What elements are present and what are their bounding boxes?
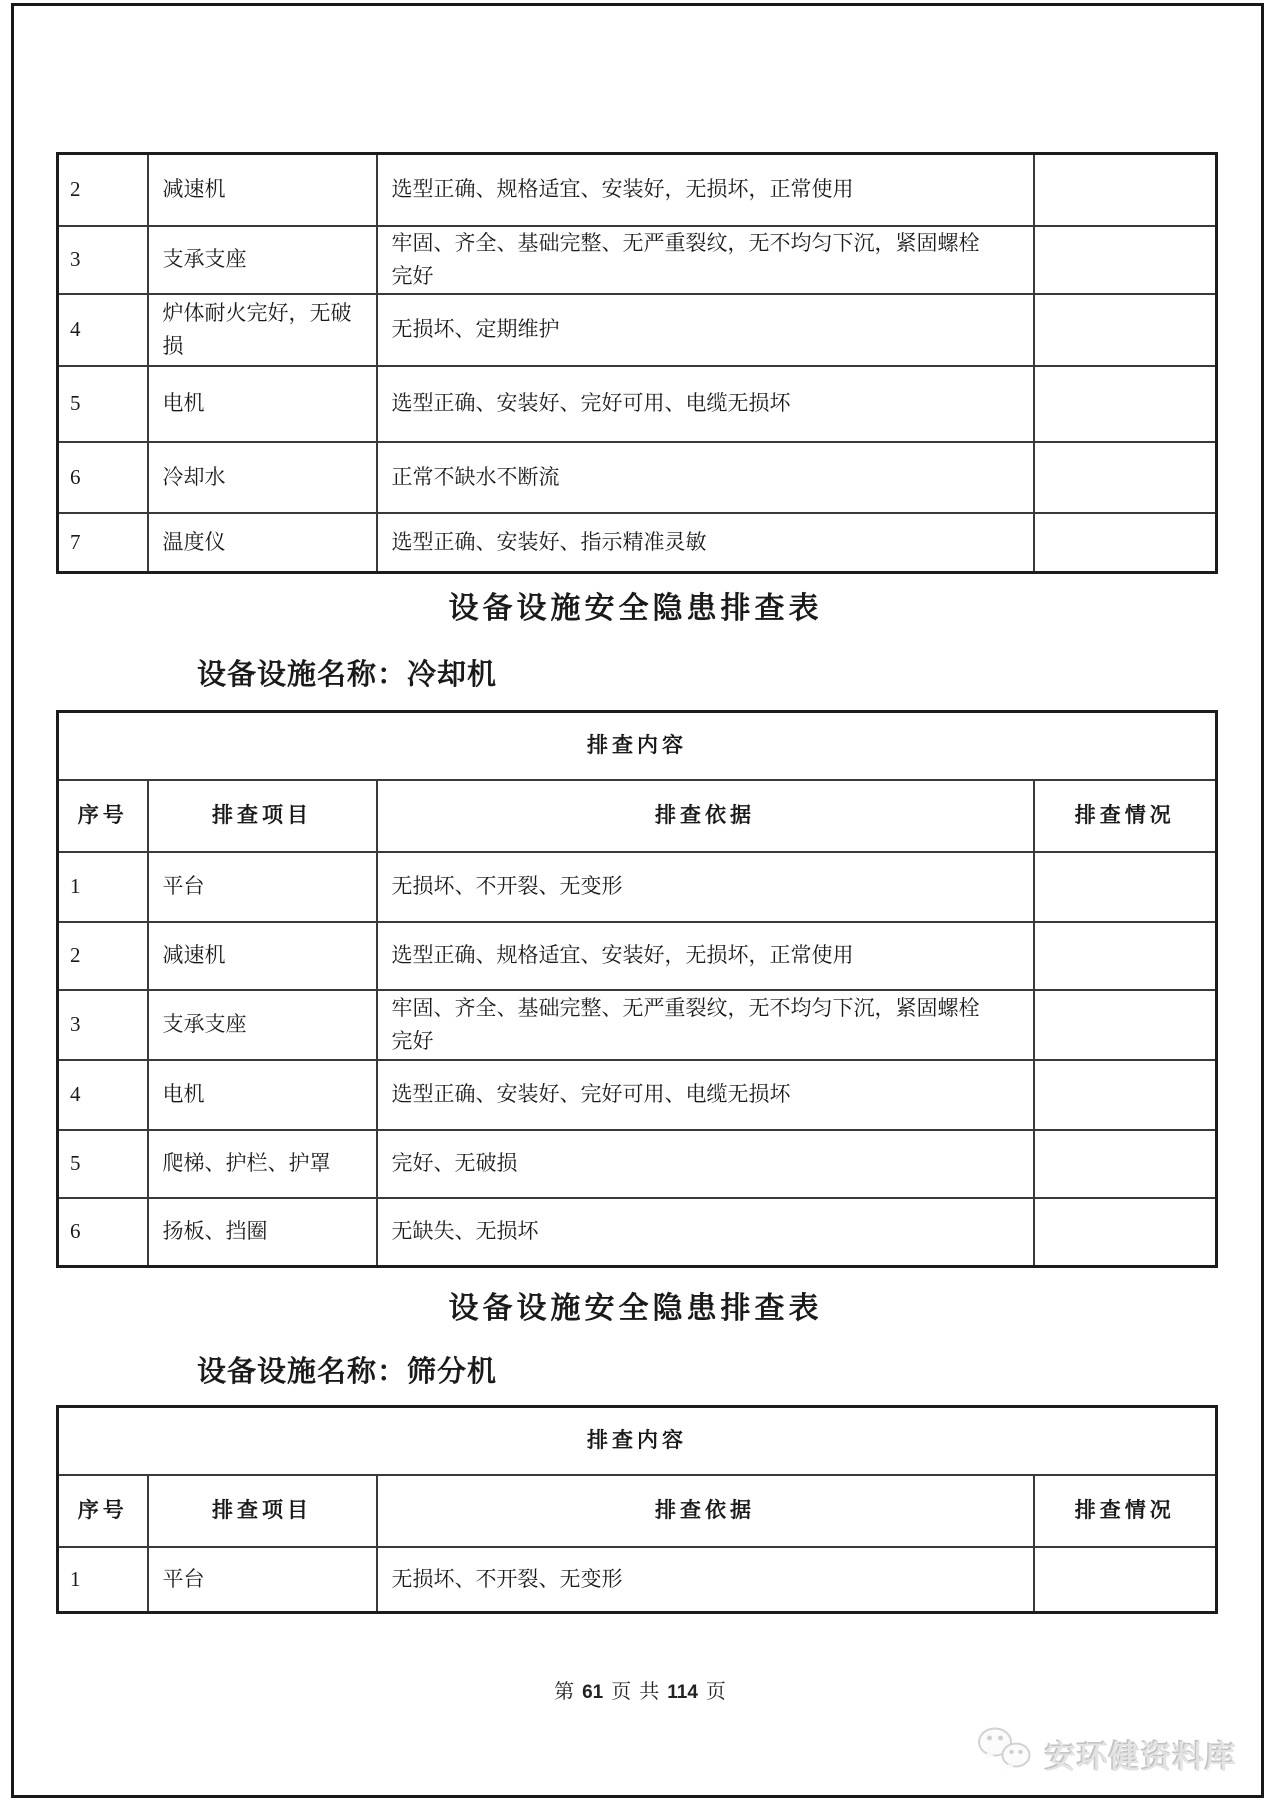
status-cell [1034,990,1217,1060]
total-page-number: 114 [667,1682,698,1703]
inspection-item: 温度仪 [148,513,377,573]
inspection-basis: 无缺失、无损坏 [377,1198,1034,1267]
page-title: 设备设施安全隐患排查表 [448,1292,823,1325]
inspection-basis: 牢固、齐全、基础完整、无严重裂纹，无不均匀下沉，紧固螺栓完好 [377,990,1034,1060]
table-row [58,513,1217,573]
column-header-status: 排查情况 [1034,1475,1217,1547]
table-header: 排查内容 [58,712,1217,780]
page-title: 设备设施安全隐患排查表 [448,592,823,625]
row-number: 6 [58,1198,148,1267]
status-cell [1034,513,1217,573]
table-row [58,852,1217,922]
table-row [58,442,1217,513]
inspection-item: 电机 [148,1060,377,1130]
column-header-item: 排查项目 [148,780,377,852]
status-cell [1034,922,1217,990]
table-header: 排查内容 [58,1407,1217,1475]
inspection-basis: 选型正确、安装好、完好可用、电缆无损坏 [377,1060,1034,1130]
inspection-basis: 正常不缺水不断流 [377,442,1034,513]
row-number: 2 [58,922,148,990]
table-row [58,1130,1217,1198]
column-header-row [58,1475,1217,1547]
watermark [975,1724,1265,1784]
chat-bubbles-icon [975,1725,1037,1784]
inspection-basis: 选型正确、规格适宜、安装好，无损坏，正常使用 [377,922,1034,990]
status-cell [1034,226,1217,294]
table-row [58,1060,1217,1130]
status-cell [1034,154,1217,226]
row-number: 3 [58,226,148,294]
inspection-basis: 选型正确、安装好、指示精准灵敏 [377,513,1034,573]
inspection-item: 电机 [148,366,377,442]
row-number: 7 [58,513,148,573]
inspection-basis: 选型正确、安装好、完好可用、电缆无损坏 [377,366,1034,442]
status-cell [1034,442,1217,513]
inspection-basis: 无损坏、不开裂、无变形 [377,852,1034,922]
row-number: 1 [58,852,148,922]
table-row [58,154,1217,226]
row-number: 2 [58,154,148,226]
column-header-no: 序号 [58,780,148,852]
row-number: 6 [58,442,148,513]
status-cell [1034,852,1217,922]
table-row [58,366,1217,442]
table-row [58,990,1217,1060]
equipment-name-cooler: 设备设施名称：冷却机 [197,659,498,691]
column-header-basis: 排查依据 [377,1475,1034,1547]
current-page-number: 61 [582,1682,604,1703]
footer-text: 第 [554,1681,575,1703]
equipment-name-screener: 设备设施名称：筛分机 [197,1356,498,1388]
inspection-basis: 牢固、齐全、基础完整、无严重裂纹，无不均匀下沉，紧固螺栓完好 [377,226,1034,294]
status-cell [1034,1060,1217,1130]
inspection-item: 扬板、挡圈 [148,1198,377,1267]
inspection-table-continuation [56,152,1218,574]
inspection-item: 支承支座 [148,226,377,294]
row-number: 4 [58,294,148,366]
status-cell [1034,294,1217,366]
inspection-basis: 完好、无破损 [377,1130,1034,1198]
table-row [58,922,1217,990]
column-header-no: 序号 [58,1475,148,1547]
inspection-item: 爬梯、护栏、护罩 [148,1130,377,1198]
inspection-item: 平台 [148,1547,377,1613]
footer-text: 页 [611,1681,632,1703]
inspection-basis: 无损坏、定期维护 [377,294,1034,366]
inspection-item: 平台 [148,852,377,922]
inspection-item: 支承支座 [148,990,377,1060]
table-row [58,1198,1217,1267]
row-number: 1 [58,1547,148,1613]
table-row [58,226,1217,294]
inspection-table-screener [56,1405,1218,1614]
table-header-row [58,1407,1217,1475]
inspection-item: 减速机 [148,154,377,226]
inspection-table-cooler [56,710,1218,1268]
watermark-text: 安环健资料库 [1045,1739,1237,1775]
footer-text: 共 [639,1681,660,1703]
row-number: 3 [58,990,148,1060]
inspection-item: 炉体耐火完好，无破损 [148,294,377,366]
row-number: 5 [58,1130,148,1198]
status-cell [1034,1547,1217,1613]
table-row [58,294,1217,366]
page-number [0,1678,1280,1707]
inspection-basis: 无损坏、不开裂、无变形 [377,1547,1034,1613]
inspection-item: 冷却水 [148,442,377,513]
column-header-status: 排查情况 [1034,780,1217,852]
footer-text: 页 [705,1681,726,1703]
table-header-row [58,712,1217,780]
status-cell [1034,366,1217,442]
column-header-item: 排查项目 [148,1475,377,1547]
row-number: 5 [58,366,148,442]
status-cell [1034,1198,1217,1267]
row-number: 4 [58,1060,148,1130]
status-cell [1034,1130,1217,1198]
inspection-basis: 选型正确、规格适宜、安装好，无损坏，正常使用 [377,154,1034,226]
column-header-basis: 排查依据 [377,780,1034,852]
table-row [58,1547,1217,1613]
column-header-row [58,780,1217,852]
inspection-item: 减速机 [148,922,377,990]
